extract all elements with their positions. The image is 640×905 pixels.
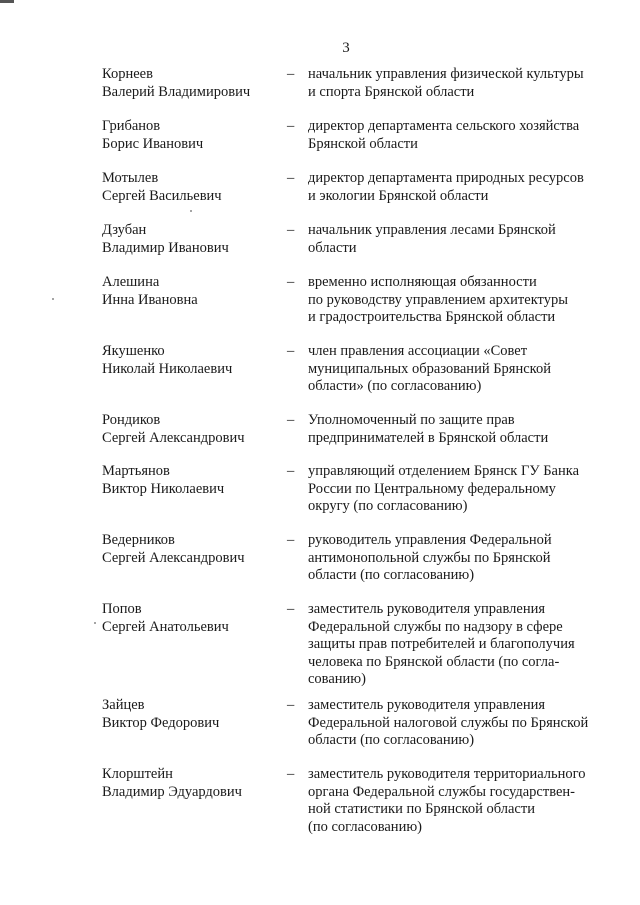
member-name [102, 274, 282, 309]
member-position [308, 170, 608, 205]
scan-speck [52, 298, 54, 300]
member-name [102, 118, 282, 153]
member-position-line: директор департамента сельского хозяйства [308, 118, 580, 134]
member-position-line: и спорта Брянской области [308, 83, 475, 100]
member-position-line: ной статистики по Брянской области [308, 801, 535, 817]
member-position-line: округу (по согласованию) [308, 498, 468, 514]
separator-dash: – [287, 601, 295, 617]
member-position-line: области» (по согласованию) [308, 378, 482, 394]
member-position-line: член правления ассоциации «Совет [308, 343, 528, 359]
member-position-line: области (по согласованию) [308, 732, 475, 748]
member-position [308, 766, 608, 836]
member-position [308, 66, 608, 101]
separator-dash: – [287, 766, 295, 782]
member-position-line: защиты прав потребителей и благополучия [308, 636, 575, 652]
member-surname: Клорштейн [102, 766, 173, 782]
member-position-line: области [308, 239, 357, 256]
member-position-line: и экологии Брянской области [308, 187, 489, 204]
member-name [102, 532, 282, 567]
member-position [308, 601, 608, 689]
member-position-line: антимонопольной службы по Брянской [308, 549, 551, 566]
member-position-line: муниципальных образований Брянской [308, 360, 551, 377]
member-surname: Мартьянов [102, 463, 170, 479]
member-position [308, 222, 608, 257]
member-position [308, 463, 608, 516]
member-position [308, 343, 608, 396]
member-position [308, 274, 608, 327]
member-given-names: Борис Иванович [102, 135, 204, 152]
member-position-line: заместитель руководителя управления [308, 601, 546, 617]
member-position [308, 697, 608, 750]
member-position-line: временно исполняющая обязанности [308, 274, 537, 290]
member-position-line: управляющий отделением Брянск ГУ Банка [308, 463, 580, 479]
member-position-line: по руководству управлением архитектуры [308, 291, 568, 308]
member-position-line: руководитель управления Федеральной [308, 532, 552, 548]
member-position-line: человека по Брянской области (по согла- [308, 653, 560, 670]
separator-dash: – [287, 412, 295, 428]
member-position-line: Федеральной службы по надзору в сфере [308, 618, 563, 635]
separator-dash: – [287, 222, 295, 238]
member-surname: Попов [102, 601, 142, 617]
member-name [102, 222, 282, 257]
separator-dash: – [287, 697, 295, 713]
separator-dash: – [287, 343, 295, 359]
separator-dash: – [287, 118, 295, 134]
page-number: 3 [342, 40, 350, 56]
member-given-names: Владимир Иванович [102, 239, 229, 256]
member-position-line: заместитель руководителя территориального [308, 766, 586, 782]
member-name [102, 463, 282, 498]
member-surname: Ведерников [102, 532, 175, 548]
member-surname: Якушенко [102, 343, 165, 359]
member-given-names: Сергей Александрович [102, 429, 245, 446]
member-position-line: начальник управления лесами Брянской [308, 222, 556, 238]
scan-corner-mark [0, 0, 14, 3]
member-given-names: Валерий Владимирович [102, 83, 251, 100]
member-name [102, 766, 282, 801]
member-position [308, 118, 608, 153]
member-name [102, 412, 282, 447]
member-position-line: России по Центральному федеральному [308, 480, 556, 497]
scan-speck [190, 210, 192, 212]
member-given-names: Виктор Федорович [102, 714, 220, 731]
separator-dash: – [287, 463, 295, 479]
member-name [102, 170, 282, 205]
member-position-line: и градостроительства Брянской области [308, 309, 556, 325]
member-position-line: области (по согласованию) [308, 567, 475, 583]
member-position-line: начальник управления физической культуры [308, 66, 584, 82]
separator-dash: – [287, 532, 295, 548]
member-given-names: Сергей Васильевич [102, 187, 222, 204]
member-surname: Грибанов [102, 118, 161, 134]
member-name [102, 601, 282, 636]
member-surname: Алешина [102, 274, 160, 290]
member-position-line: сованию) [308, 671, 366, 687]
member-surname: Зайцев [102, 697, 145, 713]
member-name [102, 343, 282, 378]
member-surname: Рондиков [102, 412, 161, 428]
member-given-names: Владимир Эдуардович [102, 783, 242, 800]
member-position-line: директор департамента природных ресурсов [308, 170, 584, 186]
member-position-line: Брянской области [308, 135, 418, 152]
member-given-names: Инна Ивановна [102, 291, 198, 308]
separator-dash: – [287, 274, 295, 290]
member-position-line: органа Федеральной службы государствен- [308, 783, 575, 800]
member-name [102, 66, 282, 101]
member-position-line: предпринимателей в Брянской области [308, 429, 549, 446]
member-surname: Корнеев [102, 66, 153, 82]
member-position-line: Уполномоченный по защите прав [308, 412, 515, 428]
member-given-names: Виктор Николаевич [102, 480, 225, 497]
member-position-line: (по согласованию) [308, 818, 422, 835]
scan-speck [94, 622, 96, 624]
member-given-names: Сергей Александрович [102, 549, 245, 566]
member-given-names: Сергей Анатольевич [102, 618, 229, 635]
member-position-line: заместитель руководителя управления [308, 697, 546, 713]
member-surname: Дзубан [102, 222, 147, 238]
member-position [308, 412, 608, 447]
member-surname: Мотылев [102, 170, 159, 186]
member-name [102, 697, 282, 732]
member-given-names: Николай Николаевич [102, 360, 233, 377]
member-position-line: Федеральной налоговой службы по Брянской [308, 714, 589, 731]
member-position [308, 532, 608, 585]
separator-dash: – [287, 170, 295, 186]
separator-dash: – [287, 66, 295, 82]
